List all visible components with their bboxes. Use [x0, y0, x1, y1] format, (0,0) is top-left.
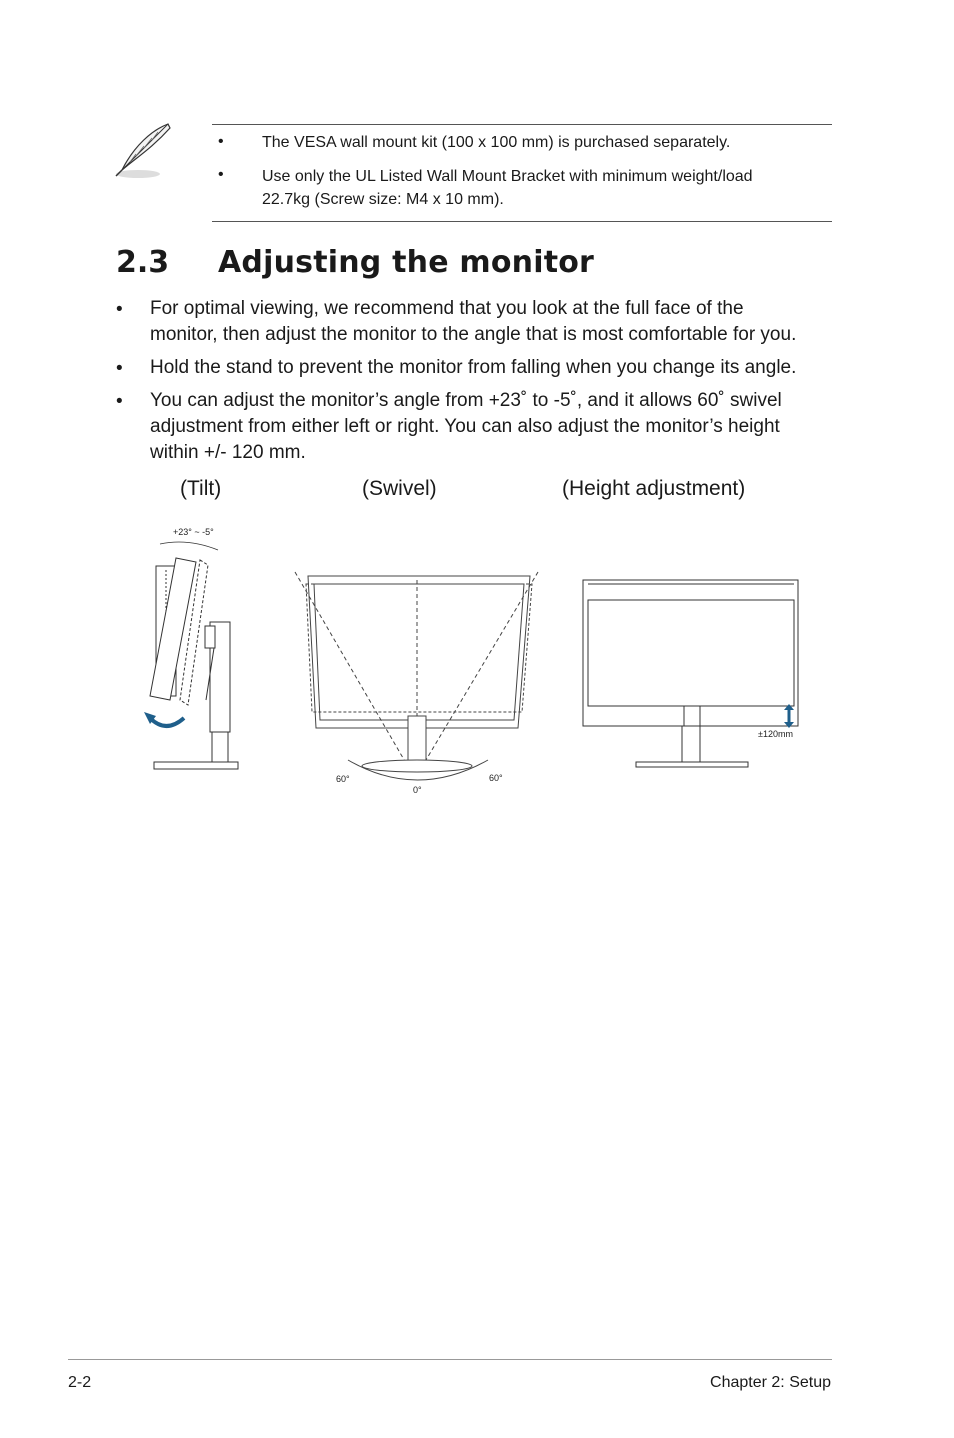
- tilt-arrow-icon: [150, 718, 184, 726]
- paragraph-line: For optimal viewing, we recommend that you look at the full face of the: [150, 298, 744, 319]
- swivel-right-label: 60°: [489, 773, 503, 783]
- footer-divider: [68, 1359, 832, 1360]
- section-title: Adjusting the monitor: [218, 245, 595, 280]
- chapter-label: Chapter 2: Setup: [710, 1374, 831, 1391]
- swivel-illustration: [295, 572, 538, 795]
- height-range-label: ±120mm: [758, 729, 793, 739]
- paragraph-line: You can adjust the monitor’s angle from +23˚ to -5˚, and it allows 60˚ swivel: [150, 390, 782, 411]
- note-bullet: •: [218, 133, 224, 150]
- paragraph-line: Hold the stand to prevent the monitor from falling when you change its angle.: [150, 357, 797, 378]
- swivel-center-label: 0°: [413, 785, 422, 795]
- note-item-vesa: The VESA wall mount kit (100 x 100 mm) is purchased separately.: [262, 134, 731, 151]
- note-bullet: •: [218, 166, 224, 183]
- paragraph-line: monitor, then adjust the monitor to the angle that is most comfortable for you.: [150, 324, 797, 345]
- bullet-marker: •: [116, 391, 123, 412]
- bullet-marker: •: [116, 299, 123, 320]
- paragraph-line: within +/- 120 mm.: [150, 442, 306, 463]
- caption-height: (Height adjustment): [562, 477, 746, 500]
- note-item-bracket: Use only the UL Listed Wall Mount Bracket with minimum weight/load: [262, 168, 753, 185]
- note-item-bracket-cont: 22.7kg (Screw size: M4 x 10 mm).: [262, 191, 504, 208]
- caption-swivel: (Swivel): [362, 477, 437, 500]
- section-number: 2.3: [116, 245, 170, 280]
- height-illustration: [583, 580, 798, 767]
- page-number: 2-2: [68, 1374, 92, 1391]
- tilt-illustration: [144, 527, 238, 769]
- caption-tilt: (Tilt): [180, 477, 222, 500]
- tilt-range-label: +23° ~ -5°: [173, 527, 214, 537]
- paragraph-line: adjustment from either left or right. You can also adjust the monitor’s height: [150, 416, 780, 437]
- bullet-marker: •: [116, 358, 123, 379]
- swivel-left-label: 60°: [336, 774, 350, 784]
